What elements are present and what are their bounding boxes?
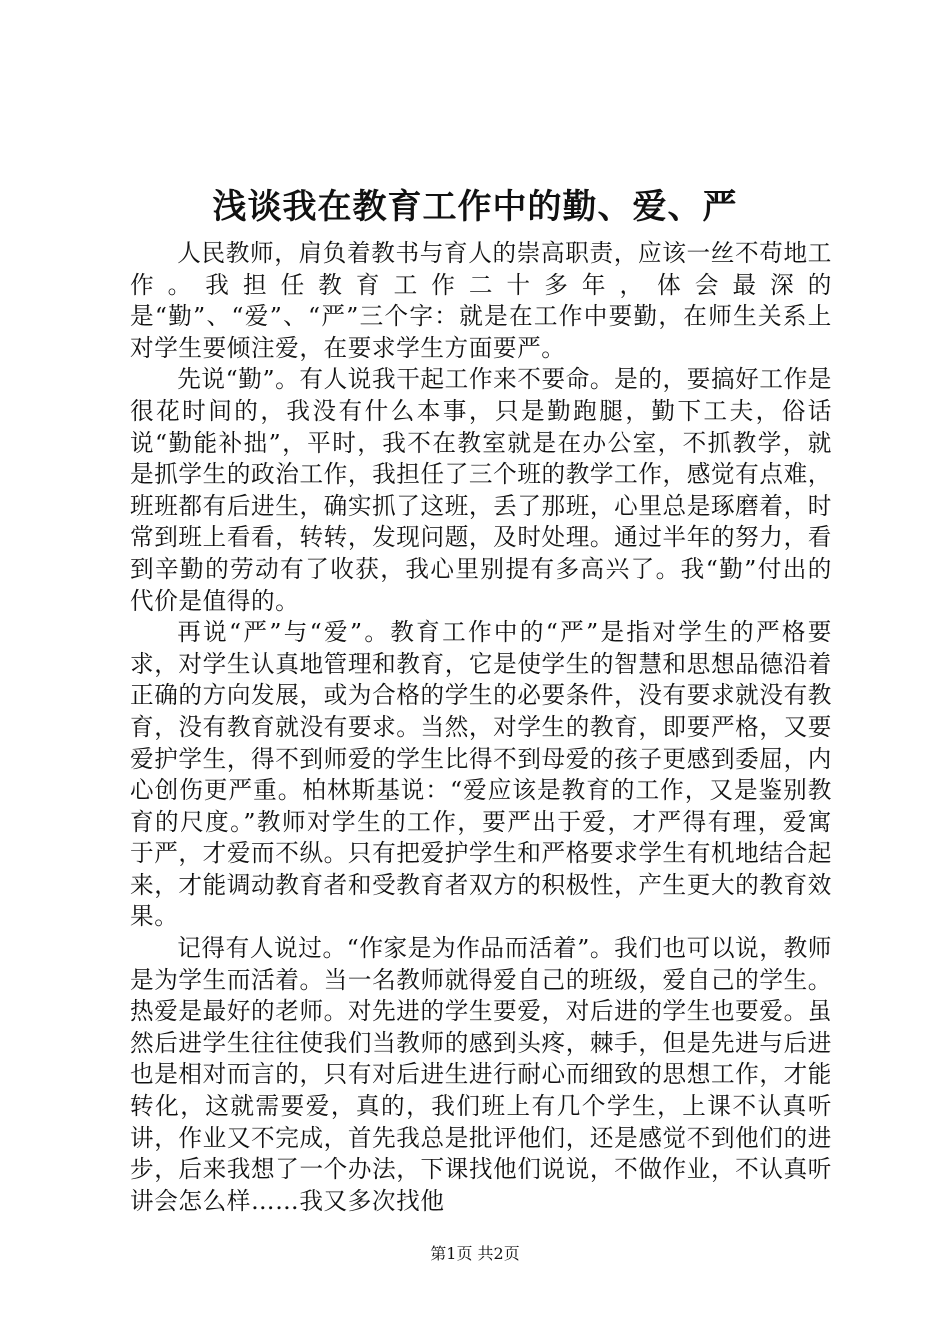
- paragraph-intro: 人民教师，肩负着教书与育人的崇高职责，应该一丝不苟地工作。我担任教育工作二十多年，体会最深的是“勤”、“爱”、“严”三个字：就是在工作中要勤，在师生关系上对学生要倾注爱，在要求学生方面要严。: [130, 239, 832, 362]
- paragraph-diligence: 先说“勤”。有人说我干起工作来不要命。是的，要搞好工作是很花时间的，我没有什么本事，只是勤跑腿，勤下工夫，俗话说“勤能补拙”，平时，我不在教室就是在办公室，不抓教学，就是抓学生的政治工作，我担任了三个班的教学工作，感觉有点难，班班都有后进生，确实抓了这班，丢了那班，心里总是琢磨着，时常到班上看看，转转，发现问题，及时处理。通过半年的努力，看到辛勤的劳动有了收获，我心里别提有多高兴了。我“勤”付出的代价是值得的。: [130, 365, 832, 615]
- page-footer: 第1页 共2页: [430, 1244, 520, 1263]
- paragraph-love-students: 记得有人说过。“作家是为作品而活着”。我们也可以说，教师是为学生而活着。当一名教师就得爱自己的班级，爱自己的学生。热爱是最好的老师。对先进的学生要爱，对后进的学生也要爱。虽然后进学生往往使我们当教师的感到头疼，棘手，但是先进与后进也是相对而言的，只有对后进生进行耐心而细致的思想工作，才能转化，这就需要爱，真的，我们班上有几个学生，上课不认真听讲，作业又不完成，首先我总是批评他们，还是感觉不到他们的进步，后来我想了一个办法，下课找他们说说，不做作业，不认真听讲会怎么样……我又多次找他: [130, 934, 832, 1215]
- document-body: [130, 238, 832, 1217]
- document-title: 浅谈我在教育工作中的勤、爱、严: [212, 187, 738, 227]
- paragraph-strictness-love: 再说“严”与“爱”。教育工作中的“严”是指对学生的严格要求，对学生认真地管理和教育，它是使学生的智慧和思想品德沿着正确的方向发展，或为合格的学生的必要条件，没有要求就没有教育，没有教育就没有要求。当然，对学生的教育，即要严格，又要爱护学生，得不到师爱的学生比得不到母爱的孩子更感到委屈，内心创伤更严重。柏林斯基说：“爱应该是教育的工作，又是鉴别教育的尺度。”教师对学生的工作，要严出于爱，才严得有理，爱寓于严，才爱而不纵。只有把爱护学生和严格要求学生有机地结合起来，才能调动教育者和受教育者双方的积极性，产生更大的教育效果。: [130, 618, 832, 931]
